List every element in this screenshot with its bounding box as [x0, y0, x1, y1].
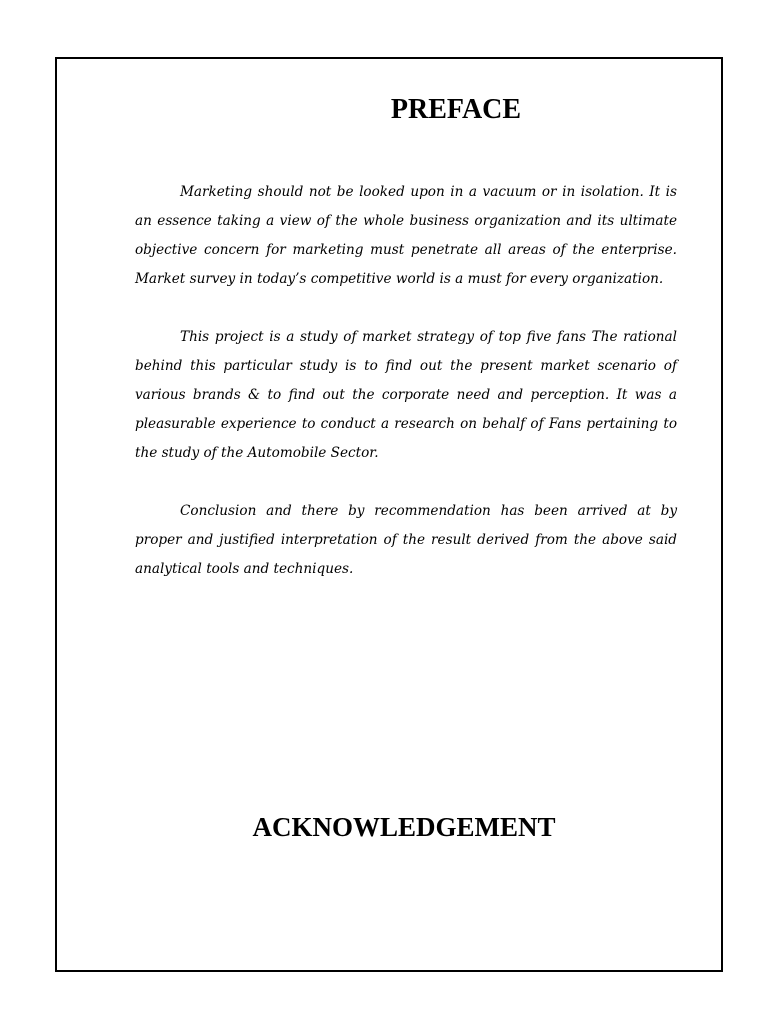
preface-paragraph-1: Marketing should not be looked upon in a vacuum or in isolation. It is an essence taking a view of the whole business organization and its ultimate objective concern for marketing must penetrate all areas of the enterprise. Market survey in today’s competitive world is a must for every organization. — [135, 184, 677, 287]
preface-heading: PREFACE — [390, 94, 522, 125]
preface-paragraph-2: This project is a study of market strategy of top five fans The rational behind this particular study is to find out the present market scenario of various brands & to find out the corporate need and perception. It was a pleasurable experience to conduct a research on behalf of Fans pertaining to the study of the Automobile Sector. — [135, 329, 677, 461]
preface-paragraph-3: Conclusion and there by recommendation has been arrived at by proper and justified interpretation of the result derived from the above said analytical tools and techniques. — [135, 503, 677, 577]
acknowledgement-heading: ACKNOWLEDGEMENT — [252, 812, 556, 842]
preface-body — [135, 178, 677, 613]
